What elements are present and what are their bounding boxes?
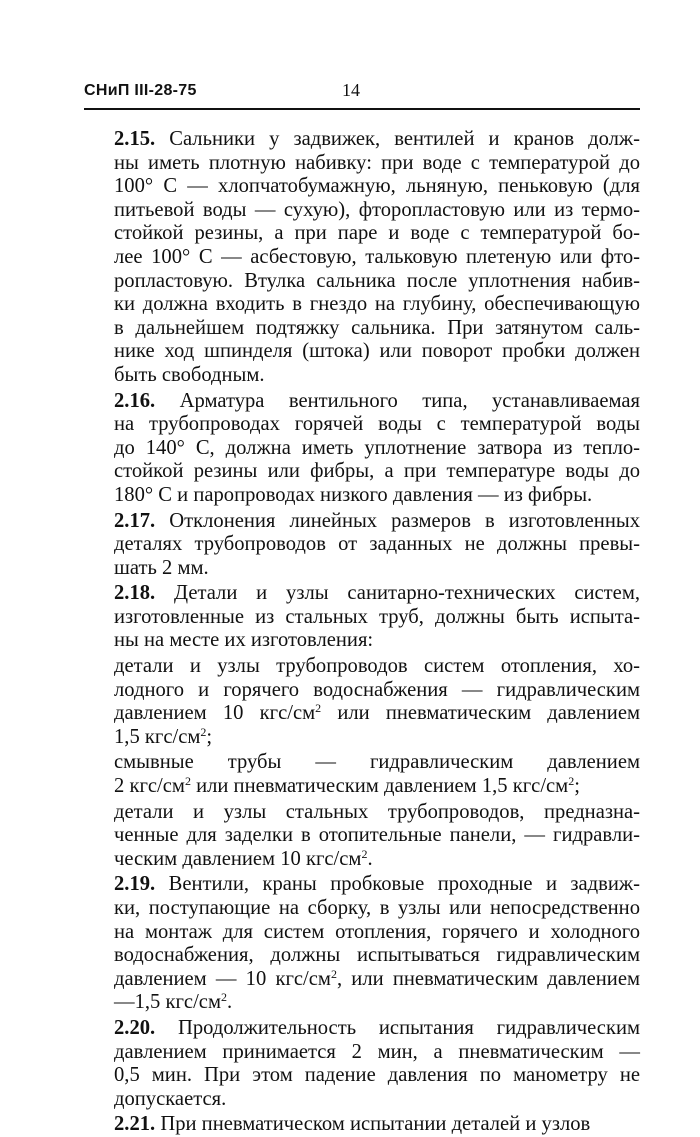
document-body — [84, 128, 640, 1137]
text-line: ропластовую. Втулка сальника после уплотнения набив- — [114, 269, 640, 292]
clause-number: 2.16. — [114, 389, 156, 412]
text-line: на трубопроводах горячей воды с температурой воды — [114, 413, 640, 436]
clause-subitem — [84, 655, 640, 749]
text-line: изготовленные из стальных труб, должны быть испыта- — [114, 605, 640, 628]
clause-2-16 — [84, 390, 640, 508]
text-line: ны иметь плотную набивку: при воде с температурой до — [114, 151, 640, 174]
text-line: 1,5 кгс/$см^2$; — [114, 724, 213, 748]
clause-2-21 — [84, 1113, 640, 1137]
text-line: —1,5 кгс/$см^2$. — [114, 990, 233, 1014]
text-line: 180° С и паропроводах низкого давления — из фибры. — [114, 483, 593, 506]
text-line: в дальнейшем подтяжку сальника. При затянутом саль- — [114, 316, 640, 339]
text-line: лодного и горячего водоснабжения — гидравлическим — [114, 678, 640, 701]
text-line: смывные трубы — гидравлическим давлением — [114, 751, 640, 774]
clause-subitem — [84, 751, 640, 798]
clause-2-15 — [84, 128, 640, 388]
clause-2-17 — [84, 510, 640, 581]
text-line: 2.18. Детали и узлы санитарно-технических систем, — [114, 582, 640, 605]
text-line: детали и узлы стальных трубопроводов, предназна- — [114, 800, 640, 823]
text-line: давлением — 10 кгс/$см^2$, или пневматическим давлением — [114, 966, 640, 990]
text-line: стойкой резины или фибры, а при температуре воды до — [114, 460, 640, 483]
clause-2-20 — [84, 1017, 640, 1111]
text-line: до 140° С, должна иметь уплотнение затвора из тепло- — [114, 436, 640, 459]
text-line: ченные для заделки в отопительные панели, — гидравли- — [114, 824, 640, 847]
clause-number: 2.18. — [114, 582, 156, 605]
clause-number: 2.15. — [114, 128, 156, 150]
text-line: водоснабжения, должны испытываться гидравлическим — [114, 944, 640, 967]
clause-number: 2.19. — [114, 873, 156, 896]
text-line: питьевой воды — сухую), фторопластовую или из термо- — [114, 198, 640, 221]
text-line: 2.17. Отклонения линейных размеров в изготовленных — [114, 509, 640, 532]
text-line: шать 2 мм. — [114, 556, 209, 579]
page-number: 14 — [342, 80, 360, 100]
text-line: ки, поступающие на сборку, в узлы или непосредственно — [114, 897, 640, 919]
text-line: 2.16. Арматура вентильного типа, устанавливаемая — [114, 389, 640, 412]
text-line: ны на месте их изготовления: — [114, 629, 374, 652]
clause-number: 2.21. — [114, 1113, 156, 1136]
text-line: 100° С — хлопчатобумажную, льняную, пеньковую (для — [114, 175, 640, 198]
text-line: ческим давлением 10 кгс/$см^2$. — [114, 846, 373, 870]
text-line: ки должна входить в гнездо на глубину, обеспечивающую — [114, 293, 640, 316]
text-line: давлением принимается 2 мин, а пневматическим — — [114, 1040, 640, 1063]
page-header — [84, 82, 640, 110]
clause-number: 2.17. — [114, 509, 156, 532]
clause-2-18 — [84, 582, 640, 653]
text-line: быть свободным. — [114, 363, 265, 386]
text-line: допускается. — [114, 1087, 227, 1110]
text-line: на монтаж для систем отопления, горячего и холодного — [114, 920, 640, 943]
text-line: 0,5 мин. При этом падение давления по манометру не — [114, 1064, 640, 1087]
text-line: лее 100° С — асбестовую, тальковую плетеную или фто- — [114, 245, 640, 268]
text-line: 2.20. Продолжительность испытания гидравлическим — [114, 1016, 640, 1039]
clause-number: 2.20. — [114, 1016, 156, 1039]
text-line: деталях трубопроводов от заданных не должны превы- — [114, 533, 640, 556]
text-line: 2 кгс/$см^2$ или пневматическим давлением 1,5 кгс/$см^2$; — [114, 774, 580, 798]
text-line: нике ход шпинделя (штока) или поворот пробки должен — [114, 340, 640, 363]
text-line: 2.15. Сальники у задвижек, вентилей и кранов долж- — [114, 128, 640, 150]
text-line: стойкой резины, а при паре и воде с температурой бо- — [114, 222, 640, 245]
text-line: давлением 10 кгс/$см^2$ или пневматическим давлением — [114, 701, 640, 725]
text-line: 2.21. При пневматическом испытании деталей и узлов — [114, 1113, 591, 1136]
clause-subitem — [84, 801, 640, 872]
text-line: детали и узлы трубопроводов систем отопления, хо- — [114, 655, 640, 678]
clause-2-19 — [84, 873, 640, 1015]
document-code: СНиП III-28-75 — [84, 82, 197, 99]
text-line: 2.19. Вентили, краны пробковые проходные и задвиж- — [114, 873, 640, 896]
